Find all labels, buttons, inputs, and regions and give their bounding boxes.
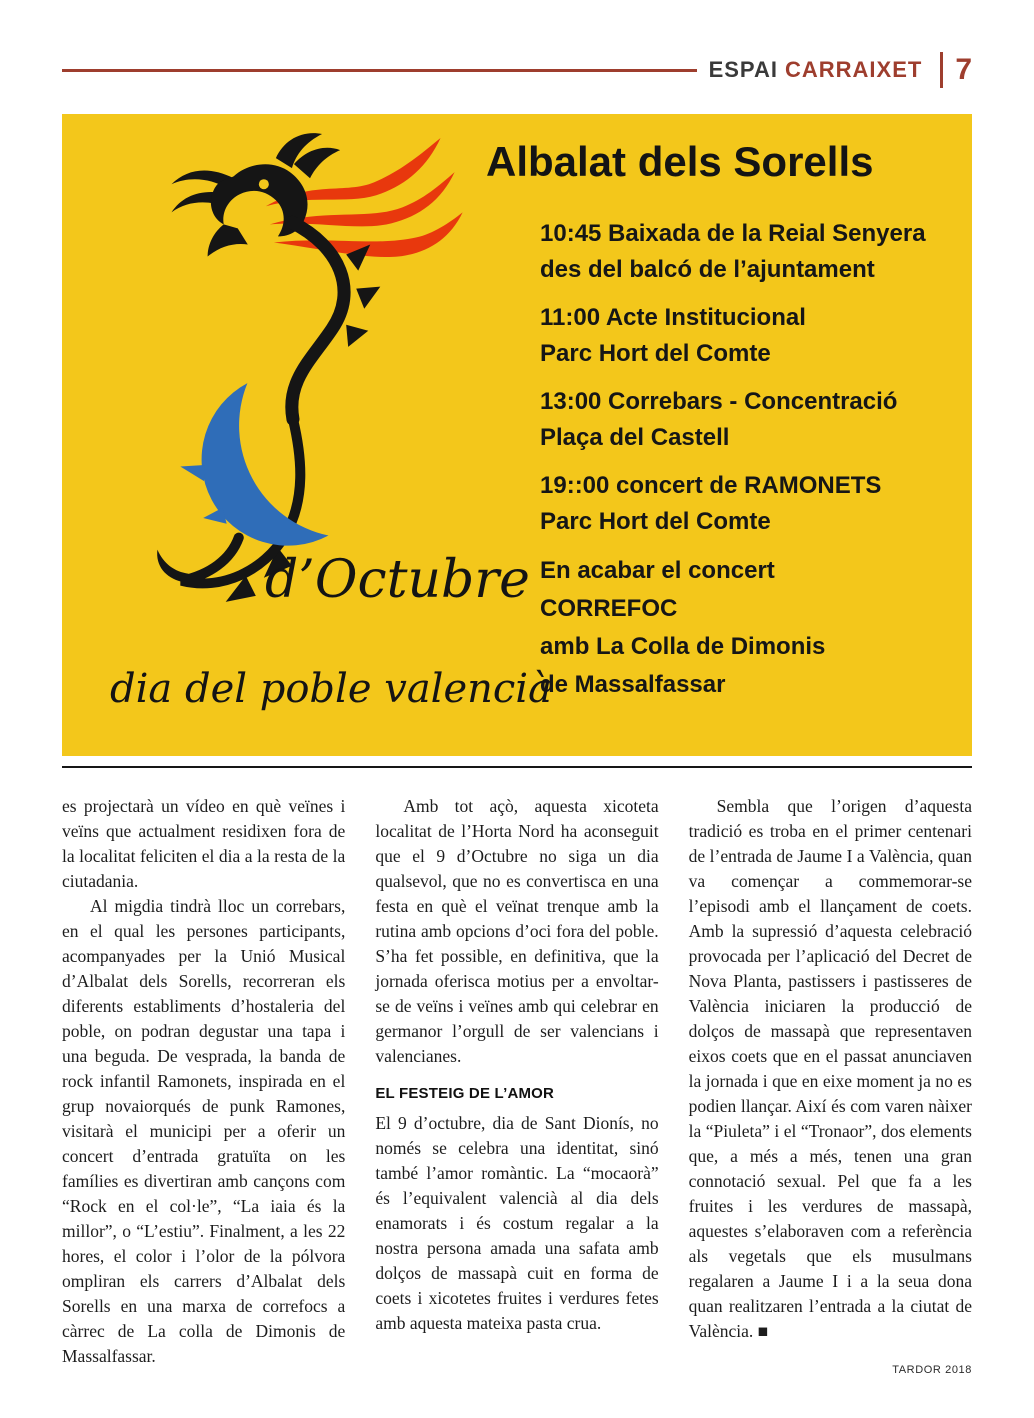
section-name: ESPAI: [708, 57, 778, 82]
event-place-line: des del balcó de l’ajuntament: [540, 256, 875, 283]
poster-title: Albalat dels Sorells: [486, 138, 874, 185]
article-column-1: [62, 794, 345, 1369]
event-time-line: 11:00 Acte Institucional: [540, 304, 806, 331]
schedule-item: [540, 468, 926, 540]
section-title: [709, 57, 923, 83]
script-title: d’Octubre: [265, 550, 530, 610]
event-place-line: Parc Hort del Comte: [540, 340, 771, 367]
magazine-name: CARRAIXET: [784, 57, 923, 82]
dragon-eye: [259, 179, 269, 189]
paragraph: Al migdia tindrà lloc un correbars, en el qual les persones participants, acompanyades per la Unió Musical d’Albalat dels Sorells, recorreran els diferents establiments d’hostaleria del poble, on podran degustar una tapa i una beguda. De vesprada, la banda de rock infantil Ramonets, inspirada en el grup novaiorqués de punk Ramones, visitarà el municipi per a oferir un concert d’entrada gratuïta on les famílies es divertiran amb cançons com “Rock en el col·le”, “La iaia és la millor”, o “L’estiu”. Finalment, a les 22 hores, el color i l’olor de la pólvora ompliran els carrers d’Albalat dels Sorells en una marxa de correfocs a càrrec de La colla de Dimonis de Massalfassar.: [62, 896, 346, 1366]
paragraph: Sembla que l’origen d’aquesta tradició es troba en el primer centenari de l’entrada de Jaume I a València, quan va començar a commemorar-se l’episodi amb el llançament de coets. Amb la supressió d’aquesta celebració provocada per l’aplicació del Decret de Nova Planta, pastissers i pastisseres de València iniciaren la producció de dolços de massapà que representaven eixos coets que en el passat anunciaven la jornada i que en eixe moment ja no es podien llançar. Així és com varen nàixer la “Piuleta” i el “Tronaor”, dos elements que, a més a més, tenen una gran connotació sexual. Pel que fa a les fruites i les verdures de massapà, aquestes s’elaboraven com a referència als vegetals que els musulmans regalaren a Jaume I i a la seua dona quan realitzaren l’entrada a la ciutat de València. ■: [688, 796, 972, 1341]
closing-line: CORREFOC: [540, 595, 678, 622]
paragraph: El 9 d’octubre, dia de Sant Dionís, no només se celebra una identitat, sinó també l’amor romàntic. La “mocaorà” és l’equivalent valencià al dia dels enamorats i és costum regalar a la nostra persona amada una safata amb dolços de massapà cuit en forma de coets i xicotetes fruites i verdures fetes amb aquesta mateixa pasta crua.: [375, 1113, 659, 1333]
header-separator: [940, 52, 943, 88]
schedule-item: [540, 216, 926, 288]
schedule-item: [540, 300, 926, 372]
paragraph: Amb tot açò, aquesta xicoteta localitat de l’Horta Nord ha aconseguit que el 9 d’Octubre no siga un dia qualsevol, que no es convertisca en una festa en què el veïnat trenque amb la rutina amb opcions d’oci fora del poble. S’ha fet possible, en definitiva, que la jornada oferisca motius per a envoltar-se de veïns i veïnes amb qui celebrar en germanor l’orgull de ser valencians i valencianes.: [375, 796, 659, 1066]
dragon-spine: [292, 222, 344, 419]
event-time-line: 10:45 Baixada de la Reial Senyera: [540, 220, 926, 247]
header-rule: [62, 69, 697, 72]
page-number: 7: [955, 53, 972, 86]
event-time-line: 19::00 concert de RAMONETS: [540, 472, 882, 499]
poster-bottom-rule: [62, 766, 972, 768]
issue-footer: TARDOR 2018: [892, 1364, 972, 1376]
event-place-line: Plaça del Castell: [540, 424, 730, 451]
section-subheading: EL FESTEIG DE L’AMOR: [375, 1085, 555, 1102]
article-column-3: [689, 794, 972, 1369]
event-time-line: 13:00 Correbars - Concentració: [540, 388, 898, 415]
closing-line: de Massalfassar: [540, 671, 726, 698]
closing-line: amb La Colla de Dimonis: [540, 633, 826, 660]
closing-line: En acabar el concert: [540, 557, 775, 584]
article-body: [62, 794, 972, 1369]
closing-announcement: [540, 552, 926, 704]
event-schedule: [540, 216, 926, 704]
schedule-item: [540, 384, 926, 456]
event-poster: [62, 114, 972, 756]
paragraph: es projectarà un vídeo en què veïnes i veïns que actualment residixen fora de la localitat feliciten el dia a la resta de la ciutadania.: [62, 796, 346, 891]
page-header: [0, 0, 1034, 88]
event-place-line: Parc Hort del Comte: [540, 508, 771, 535]
script-subtitle: dia del poble valencià: [110, 666, 552, 712]
article-column-2: [375, 794, 658, 1369]
